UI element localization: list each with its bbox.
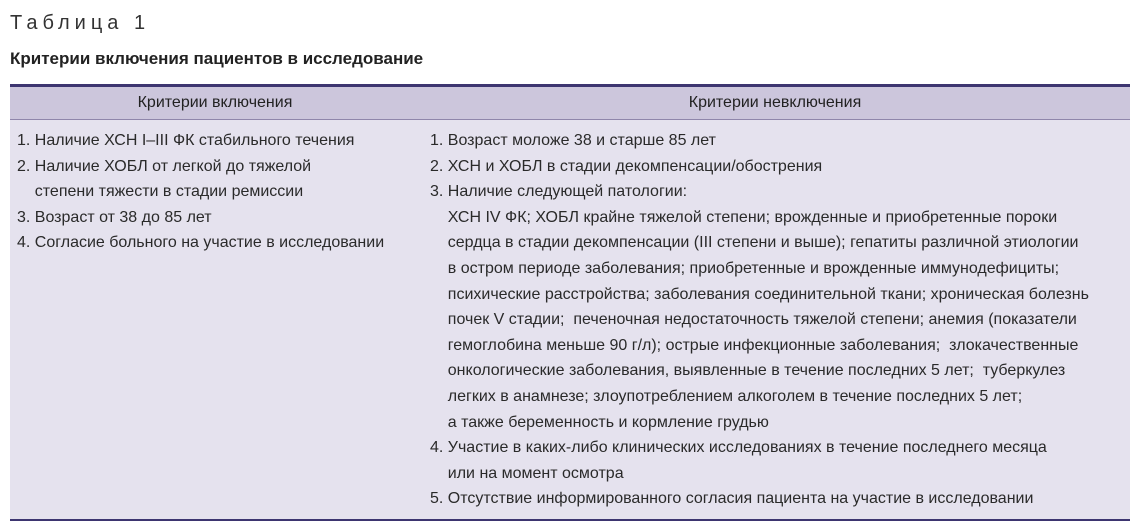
- exclusion-line: почек V стадии; печеночная недостаточность тяжелой степени; анемия (показатели: [430, 311, 1077, 329]
- exclusion-line: 1. Возраст моложе 38 и старше 85 лет: [430, 132, 716, 149]
- criteria-table: [10, 84, 1130, 521]
- inclusion-line: степени тяжести в стадии ремиссии: [17, 183, 304, 201]
- exclusion-line: психические расстройства; заболевания соединительной ткани; хроническая болезнь: [430, 285, 1089, 303]
- exclusion-criteria-cell: [421, 120, 1130, 519]
- exclusion-line: онкологические заболевания, выявленные в течение последних 5 лет; туберкулез: [430, 362, 1066, 380]
- inclusion-line: 4. Согласие больного на участие в исследовании: [17, 234, 385, 252]
- exclusion-line: 5. Отсутствие информированного согласия пациента на участие в исследовании: [430, 490, 1034, 508]
- inclusion-line: 3. Возраст от 38 до 85 лет: [17, 208, 212, 226]
- inclusion-line: 2. Наличие ХОБЛ от легкой до тяжелой: [17, 157, 312, 175]
- exclusion-line: в остром периоде заболевания; приобретенные и врожденные иммунодефициты;: [430, 259, 1060, 277]
- table-title: Критерии включения пациентов в исследование: [10, 49, 424, 68]
- exclusion-line: 3. Наличие следующей патологии:: [430, 183, 688, 201]
- inclusion-criteria-cell: [10, 120, 421, 519]
- inclusion-line: 1. Наличие ХСН I–III ФК стабильного течения: [17, 132, 355, 149]
- table-caption: Таблица 1: [10, 12, 151, 34]
- header-inclusion: Критерии включения: [137, 94, 293, 111]
- exclusion-line: сердца в стадии декомпенсации (III степени и выше); гепатиты различной этиологии: [430, 234, 1079, 252]
- exclusion-line: 2. ХСН и ХОБЛ в стадии декомпенсации/обострения: [430, 157, 823, 175]
- exclusion-line: 4. Участие в каких-либо клинических исследованиях в течение последнего месяца: [430, 439, 1047, 457]
- exclusion-line: а также беременность и кормление грудью: [430, 413, 769, 431]
- table-body-row: [10, 120, 1130, 519]
- header-exclusion: Критерии невключения: [688, 94, 862, 111]
- exclusion-line: ХСН IV ФК; ХОБЛ крайне тяжелой степени; врожденные и приобретенные пороки: [430, 208, 1058, 226]
- exclusion-line: гемоглобина меньше 90 г/л); острые инфекционные заболевания; злокачественные: [430, 336, 1079, 354]
- table-header-row: [10, 87, 1130, 120]
- exclusion-line: или на момент осмотра: [430, 464, 624, 482]
- exclusion-line: легких в анамнезе; злоупотреблением алкоголем в течение последних 5 лет;: [430, 387, 1023, 405]
